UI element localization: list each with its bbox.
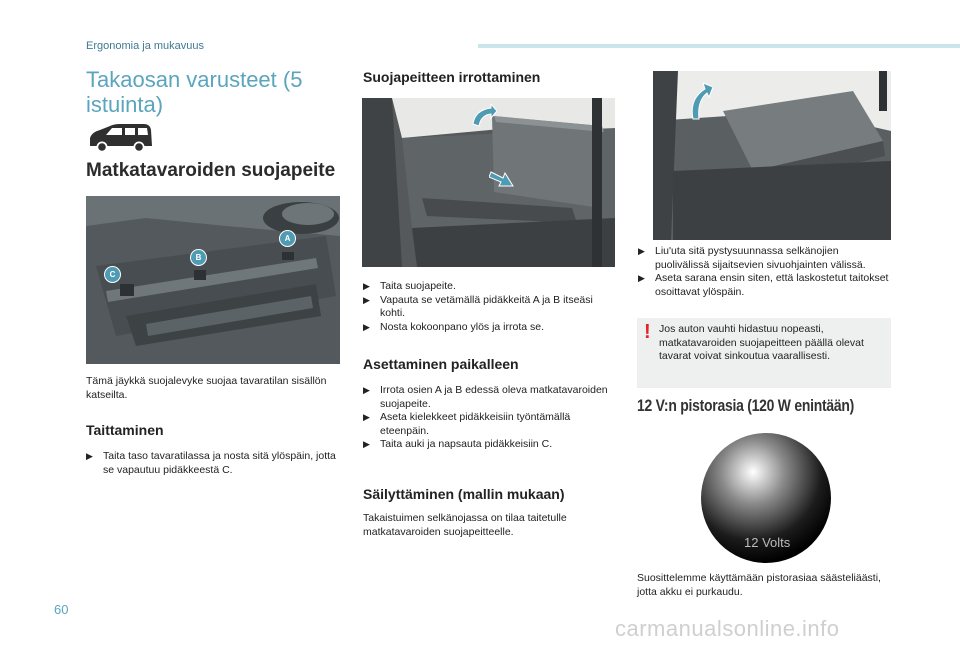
cover-heading: Matkatavaroiden suojapeite [86,160,336,181]
page-title: Takaosan varusteet (5 istuinta) [86,67,303,117]
removal-heading: Taittaminen [86,422,164,438]
bullet-arrow-icon: ▶ [363,385,370,395]
trunk-cover-photo [86,196,340,364]
removal-steps [86,450,341,477]
list-item: ▶ Liu'uta sitä pystysuunnassa selkänojien puolivälissä sijaitsevien sivuohjainten välissä. [638,245,866,271]
socket-text: Suosittelemme käyttämään pistorasiaa säästeliäästi, jotta akku ei purkaudu. [637,572,881,598]
bullet-arrow-icon: ▶ [86,451,93,461]
trunk-cover-illustration [86,196,340,364]
photo-label-c: C [104,266,121,283]
list-item: ▶ Aseta kielekkeet pidäkkeisiin työntämällä eteenpäin. [363,411,571,437]
list-item: ▶ Nosta kokoonpano ylös ja irrota se. [363,320,545,333]
socket-heading: 12 V:n pistorasia (120 W enintään) [637,396,855,415]
stow-steps [638,245,890,299]
storage-heading: Säilyttäminen (mallin mukaan) [363,486,565,502]
van-icon [86,122,154,154]
list-item: ▶ Vapauta se vetämällä pidäkkeitä A ja B itseäsi kohti. [363,293,593,319]
list-item: ▶ Taita suojapeite. [363,280,456,292]
bullet-arrow-icon: ▶ [638,273,645,283]
bullet-arrow-icon: ▶ [363,294,370,305]
socket-label: 12 Volts [744,535,791,550]
install-heading: Asettaminen paikalleen [363,356,519,372]
warning-exclamation-icon: ! [644,321,651,343]
list-item: ▶ Irrota osien A ja B edessä oleva matkatavaroiden suojapeite. [363,384,608,410]
up-arrow-icon [469,104,497,128]
list-item: ▶ Taita auki ja napsauta pidäkkeisiin C. [363,438,553,450]
cover-intro: Tämä jäykkä suojalevyke suojaa tavaratilan sisällön katseilta. [86,375,327,401]
socket-image [700,432,832,564]
warning-box [637,318,891,388]
detach-steps [363,280,618,334]
bullet-arrow-icon: ▶ [363,281,370,291]
bullet-arrow-icon: ▶ [363,439,370,449]
detach-heading: Suojapeitteen irrottaminen [363,69,541,85]
stow-photo [653,71,891,240]
down-arrow-icon [687,83,713,123]
bullet-arrow-icon: ▶ [363,321,370,332]
photo-label-a: A [279,230,296,247]
bullet-arrow-icon: ▶ [363,412,370,422]
bullet-arrow-icon: ▶ [638,246,645,256]
list-item: ▶ Aseta sarana ensin siten, että laskostetut taitokset osoittavat ylöspäin. [638,272,889,298]
list-item: ▶ Taita taso tavaratilassa ja nosta sitä ylöspäin, jotta se vapautuu pidäkkeestä C. [86,450,336,476]
warning-text: Jos auton vauhti hidastuu nopeasti, matkatavaroiden suojapeitteen päällä olevat tavarat voivat sinkoutua vaarallisesti. [659,323,864,362]
watermark: carmanualsonline.info [615,616,840,641]
header-bar [478,44,960,48]
install-steps [363,384,618,452]
detach-photo [362,98,615,267]
photo-label-b: B [190,249,207,266]
storage-text: Takaistuimen selkänojassa on tilaa taitetulle matkatavaroiden suojapeitteelle. [363,512,567,538]
section-label: Ergonomia ja mukavuus [86,40,205,52]
pull-arrow-icon [489,168,515,190]
page-number: 60 [54,602,69,617]
